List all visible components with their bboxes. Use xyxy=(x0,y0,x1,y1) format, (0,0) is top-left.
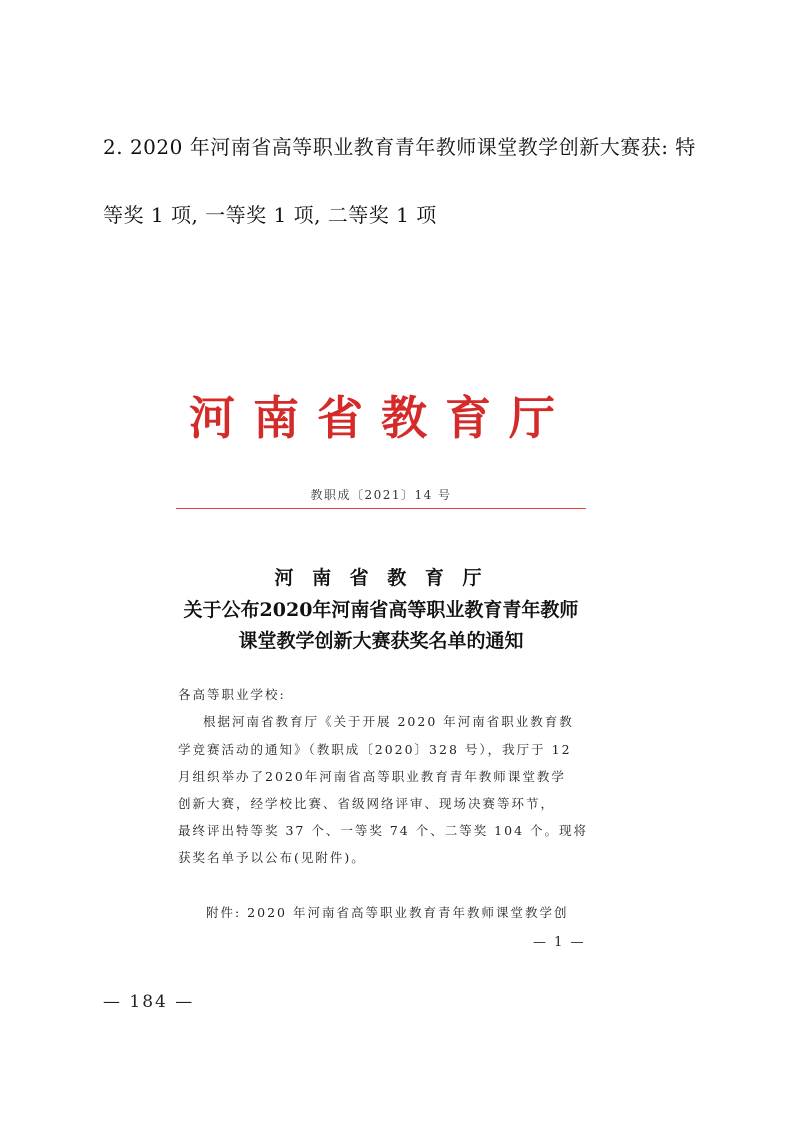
paragraph-line: 创新大赛，经学校比赛、省级网络评审、现场决赛等环节， xyxy=(178,796,556,811)
salutation: 各高等职业学校: xyxy=(178,687,286,702)
intro-line-1: 2. 2020 年河南省高等职业教育青年教师课堂教学创新大赛获: 特 xyxy=(103,135,696,159)
paragraph-line: 最终评出特等奖 37 个、一等奖 74 个、二等奖 104 个。现将 xyxy=(178,823,589,838)
attachment-note: 附件: 2020 年河南省高等职业教育青年教师课堂教学创 xyxy=(206,905,569,920)
paragraph-line: 月组织举办了2020年河南省高等职业教育青年教师课堂教学 xyxy=(178,769,566,784)
intro-line-2: 等奖 1 项, 一等奖 1 项, 二等奖 1 项 xyxy=(103,203,437,227)
paragraph-line: 学竞赛活动的通知》（教职成〔2020〕328 号），我厅于 12 xyxy=(178,742,572,757)
paragraph-line: 获奖名单予以公布(见附件)。 xyxy=(178,850,366,865)
notice-title-line-2: 关于公布2020年河南省高等职业教育青年教师 xyxy=(183,599,579,621)
inner-page-number: — 1 — xyxy=(533,935,586,950)
paragraph-line: 根据河南省教育厅《关于开展 2020 年河南省职业教育教 xyxy=(203,714,574,729)
page-number: — 184 — xyxy=(103,992,195,1012)
document-header-title: 河南省教育厅 xyxy=(189,391,573,445)
notice-title-line-1: 河 南 省 教 育 厅 xyxy=(274,567,488,589)
header-divider xyxy=(176,508,586,509)
notice-title-line-3: 课堂教学创新大赛获奖名单的通知 xyxy=(238,630,524,652)
document-number: 教职成〔2021〕14 号 xyxy=(310,488,452,502)
